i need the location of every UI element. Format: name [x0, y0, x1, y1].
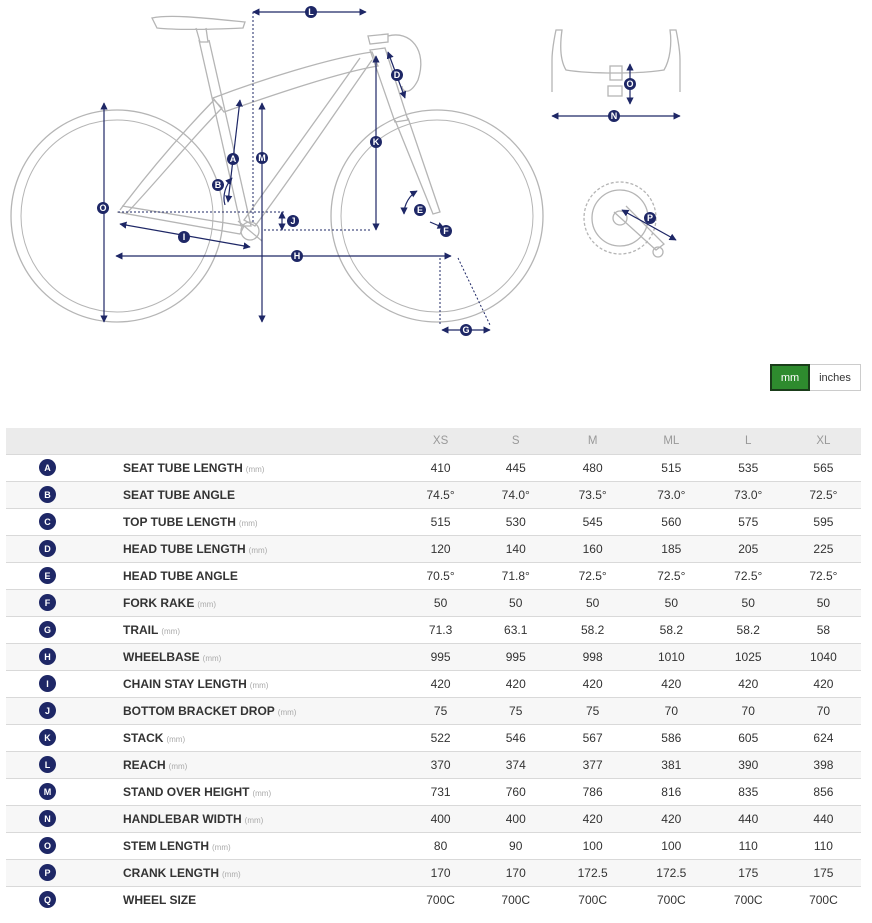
- value-cell: 595: [813, 514, 834, 529]
- table-row: [6, 589, 861, 616]
- value-cell: 175: [738, 865, 759, 880]
- value-cell: 440: [813, 811, 834, 826]
- value-cell: 530: [505, 514, 526, 529]
- value-cell: 50: [741, 595, 755, 610]
- value-cell: 374: [505, 757, 526, 772]
- measurement-name-cell: [123, 535, 403, 562]
- measurement-name: SEAT TUBE LENGTH: [123, 460, 243, 475]
- value-cell: 420: [738, 676, 759, 691]
- measurement-name: SEAT TUBE ANGLE: [123, 487, 236, 502]
- label-E-text: E: [416, 205, 424, 215]
- measurement-name-cell: [123, 886, 403, 913]
- value-cell: 546: [505, 730, 526, 745]
- measurement-name-cell: [123, 508, 403, 535]
- label-O-wheel: [97, 202, 109, 214]
- bike-geometry-diagram: [0, 0, 872, 345]
- value-cell: 700C: [656, 892, 686, 907]
- label-F: [440, 225, 452, 237]
- value-cell: 605: [738, 730, 759, 745]
- table-row: [6, 832, 861, 859]
- value-cell: 72.5°: [657, 568, 686, 583]
- value-cell: 72.5°: [809, 568, 838, 583]
- value-cell: 170: [505, 865, 526, 880]
- measurement-unit: (mm): [222, 869, 241, 879]
- value-cell: 377: [582, 757, 603, 772]
- value-cell: 700C: [733, 892, 763, 907]
- value-cell: 185: [661, 541, 682, 556]
- value-cell: 420: [582, 811, 603, 826]
- value-cell: 140: [505, 541, 526, 556]
- table-row: [6, 616, 861, 643]
- measurement-column-header: [123, 428, 403, 454]
- value-cell: 75: [509, 703, 523, 718]
- measurement-name-cell: [123, 670, 403, 697]
- dimension-badge: C: [39, 513, 56, 530]
- value-cell: 50: [585, 595, 600, 610]
- dimension-badge: Q: [39, 891, 56, 908]
- label-M-text: M: [258, 153, 266, 163]
- value-cell: 70: [741, 703, 755, 718]
- table-row: [6, 886, 861, 913]
- badge-column-header: [6, 428, 123, 454]
- measurement-name: STEM LENGTH: [123, 838, 209, 853]
- measurement-unit: (mm): [277, 707, 297, 717]
- measurement-unit: (mm): [245, 464, 265, 474]
- value-cell: 545: [582, 514, 603, 529]
- label-G: [460, 324, 472, 336]
- value-cell: 700C: [426, 892, 455, 907]
- label-I: [178, 231, 190, 243]
- value-cell: 760: [505, 784, 526, 799]
- measurement-name: BOTTOM BRACKET DROP: [123, 703, 275, 718]
- badge-cell: [6, 859, 123, 886]
- label-H: [291, 250, 303, 262]
- measurement-name: WHEELBASE: [123, 649, 200, 664]
- value-cell: 480: [582, 460, 603, 475]
- label-O-stem: [624, 78, 636, 90]
- value-cell: 90: [509, 838, 523, 853]
- measurement-unit: (mm): [212, 842, 231, 852]
- badge-cell: [6, 778, 123, 805]
- value-cell: 75: [433, 703, 448, 718]
- value-cell: 535: [738, 460, 759, 475]
- badge-cell: [6, 751, 123, 778]
- table-body: [6, 454, 861, 913]
- value-cell: 71.3: [428, 622, 453, 637]
- measurement-name-cell: [123, 697, 403, 724]
- dimension-badge: E: [39, 567, 56, 584]
- label-C: [305, 6, 317, 18]
- label-B: [212, 179, 224, 191]
- value-cell: 410: [430, 460, 451, 475]
- measurement-name: TRAIL: [123, 622, 159, 637]
- measurement-name: STACK: [123, 730, 164, 745]
- value-cell: 110: [813, 838, 833, 853]
- value-cell: 586: [661, 730, 682, 745]
- measurement-unit: (mm): [238, 518, 258, 528]
- label-O-stem-text: O: [626, 79, 634, 89]
- value-cell: 515: [430, 514, 451, 529]
- label-P-text: P: [646, 213, 654, 223]
- value-cell: 225: [813, 541, 834, 556]
- badge-cell: [6, 643, 123, 670]
- badge-cell: [6, 724, 123, 751]
- badge-cell: [6, 805, 123, 832]
- label-N-text: N: [610, 111, 618, 121]
- measurement-name-cell: [123, 454, 403, 481]
- dimension-badge: L: [39, 756, 56, 773]
- label-K: [370, 136, 382, 148]
- badge-cell: [6, 508, 123, 535]
- measurement-name: CHAIN STAY LENGTH: [123, 676, 247, 691]
- value-cell: 700C: [501, 892, 531, 907]
- dimension-badge: N: [39, 810, 56, 827]
- value-cell: 420: [813, 676, 834, 691]
- measurement-unit: (mm): [161, 626, 180, 636]
- measurement-unit: (mm): [197, 599, 216, 609]
- table-header-row: [6, 428, 861, 454]
- unit-toggle: [770, 364, 861, 391]
- value-cell: 73.0°: [657, 487, 686, 502]
- value-cell: 172.5: [577, 865, 608, 880]
- value-cell: 160: [582, 541, 603, 556]
- value-cell: 567: [582, 730, 603, 745]
- value-cell: 58: [816, 622, 831, 637]
- value-cell: 420: [430, 676, 451, 691]
- value-cell: 420: [582, 676, 603, 691]
- table-row: [6, 751, 861, 778]
- value-cell: 786: [582, 784, 603, 799]
- measurement-name-cell: [123, 751, 403, 778]
- dimension-badge: M: [39, 783, 56, 800]
- value-cell: 172.5: [656, 865, 687, 880]
- badge-cell: [6, 535, 123, 562]
- value-cell: 856: [813, 784, 834, 799]
- value-cell: 700C: [578, 892, 607, 907]
- label-O-wheel-text: O: [99, 203, 107, 213]
- dimension-badge: H: [39, 648, 56, 665]
- value-cell: 370: [430, 757, 451, 772]
- size-column-header: XS: [432, 434, 449, 447]
- label-I-text: I: [182, 232, 186, 242]
- value-cell: 1040: [810, 649, 837, 664]
- badge-cell: [6, 562, 123, 589]
- value-cell: 381: [661, 757, 682, 772]
- measurement-unit: (mm): [202, 653, 222, 663]
- size-column-header: XL: [816, 434, 831, 447]
- value-cell: 74.5°: [426, 487, 455, 502]
- value-cell: 995: [430, 649, 451, 664]
- label-K-text: K: [372, 137, 380, 147]
- measurement-unit: (mm): [249, 680, 269, 690]
- mm-unit-button[interactable]: mm: [770, 364, 810, 391]
- measurement-name-cell: [123, 832, 403, 859]
- measurement-name: HEAD TUBE LENGTH: [123, 541, 246, 556]
- value-cell: 75: [585, 703, 600, 718]
- value-cell: 110: [738, 838, 758, 853]
- value-cell: 400: [430, 811, 451, 826]
- table-row: [6, 724, 861, 751]
- measurement-name: HANDLEBAR WIDTH: [123, 811, 242, 826]
- dimension-badge: O: [39, 837, 56, 854]
- badge-cell: [6, 616, 123, 643]
- value-cell: 50: [433, 595, 448, 610]
- measurement-name: TOP TUBE LENGTH: [123, 514, 236, 529]
- handlebar-detail: [552, 30, 680, 96]
- badge-cell: [6, 481, 123, 508]
- size-column-header: L: [745, 434, 752, 447]
- value-cell: 515: [661, 460, 682, 475]
- table-row: [6, 562, 861, 589]
- label-N: [608, 110, 620, 122]
- value-cell: 100: [661, 838, 682, 853]
- table-row: [6, 454, 861, 481]
- measurement-name-cell: [123, 643, 403, 670]
- value-cell: 58.2: [580, 622, 605, 637]
- value-cell: 998: [582, 649, 603, 664]
- value-cell: 73.0°: [734, 487, 763, 502]
- value-cell: 72.5°: [734, 568, 763, 583]
- dimension-badge: P: [39, 864, 56, 881]
- label-D: [391, 69, 403, 81]
- dimension-badge: B: [39, 486, 56, 503]
- badge-cell: [6, 589, 123, 616]
- value-cell: 170: [430, 865, 451, 880]
- measurement-name-cell: [123, 589, 403, 616]
- value-cell: 71.8°: [501, 568, 530, 583]
- label-A: [227, 153, 239, 165]
- badge-cell: [6, 454, 123, 481]
- value-cell: 995: [505, 649, 526, 664]
- dimension-badge: F: [39, 594, 56, 611]
- value-cell: 522: [430, 730, 451, 745]
- measurement-name: HEAD TUBE ANGLE: [123, 568, 238, 583]
- measurement-name-cell: [123, 562, 403, 589]
- geometry-table: [6, 428, 861, 913]
- measurement-name: FORK RAKE: [123, 595, 195, 610]
- size-column-header: M: [587, 434, 598, 447]
- value-cell: 50: [816, 595, 831, 610]
- badge-cell: [6, 670, 123, 697]
- badge-cell: [6, 697, 123, 724]
- dimension-badge: I: [39, 675, 56, 692]
- value-cell: 835: [738, 784, 759, 799]
- measurement-unit: (mm): [168, 761, 188, 771]
- value-cell: 70: [816, 703, 831, 718]
- measurement-unit: (mm): [252, 788, 272, 798]
- value-cell: 63.1: [504, 622, 528, 637]
- measurement-unit: (mm): [166, 734, 186, 744]
- label-M: [256, 152, 268, 164]
- table-row: [6, 778, 861, 805]
- value-cell: 420: [661, 676, 682, 691]
- table-row: [6, 859, 861, 886]
- value-cell: 70: [664, 703, 678, 718]
- label-J: [287, 215, 299, 227]
- value-cell: 445: [505, 460, 526, 475]
- value-cell: 565: [813, 460, 834, 475]
- measurement-unit: (mm): [244, 815, 264, 825]
- value-cell: 398: [813, 757, 834, 772]
- measurement-name: CRANK LENGTH: [123, 865, 219, 880]
- value-cell: 700C: [809, 892, 838, 907]
- value-cell: 120: [430, 541, 451, 556]
- value-cell: 560: [661, 514, 682, 529]
- value-cell: 816: [661, 784, 682, 799]
- value-cell: 1010: [657, 649, 685, 664]
- measurement-name: STAND OVER HEIGHT: [123, 784, 250, 799]
- badge-cell: [6, 832, 123, 859]
- value-cell: 73.5°: [578, 487, 607, 502]
- value-cell: 390: [738, 757, 759, 772]
- value-cell: 80: [433, 838, 448, 853]
- value-cell: 420: [505, 676, 526, 691]
- bike-frame: [117, 16, 440, 241]
- label-F-text: F: [443, 226, 449, 236]
- value-cell: 400: [505, 811, 526, 826]
- dimension-badge: K: [39, 729, 56, 746]
- size-column-header: S: [511, 434, 520, 447]
- label-B-text: B: [214, 180, 222, 190]
- measurement-name-cell: [123, 616, 403, 643]
- value-cell: 74.0°: [501, 487, 530, 502]
- label-E: [414, 204, 426, 216]
- dimension-badge: A: [39, 459, 56, 476]
- label-P: [644, 212, 656, 224]
- measurement-name: REACH: [123, 757, 166, 772]
- label-J-text: J: [290, 216, 296, 226]
- table-row: [6, 670, 861, 697]
- value-cell: 72.5°: [578, 568, 607, 583]
- value-cell: 58.2: [659, 622, 683, 637]
- label-H-text: H: [293, 251, 301, 261]
- value-cell: 420: [661, 811, 682, 826]
- table-row: [6, 481, 861, 508]
- value-cell: 50: [664, 595, 678, 610]
- measurement-name-cell: [123, 859, 403, 886]
- measurement-name-cell: [123, 805, 403, 832]
- measurement-name-cell: [123, 778, 403, 805]
- value-cell: 624: [813, 730, 834, 745]
- size-column-header: ML: [663, 434, 680, 447]
- value-cell: 440: [738, 811, 759, 826]
- value-cell: 575: [738, 514, 759, 529]
- dimension-badge: J: [39, 702, 56, 719]
- label-C-text: L: [308, 7, 314, 17]
- front-wheel: [331, 110, 543, 322]
- dimension-badge: D: [39, 540, 56, 557]
- table-row: [6, 535, 861, 562]
- label-D-text: D: [393, 70, 401, 80]
- value-cell: 205: [738, 541, 759, 556]
- value-cell: 58.2: [736, 622, 760, 637]
- label-A-text: A: [229, 154, 237, 164]
- label-G-text: G: [462, 325, 470, 335]
- value-cell: 72.5°: [809, 487, 838, 502]
- table-row: [6, 697, 861, 724]
- table-row: [6, 643, 861, 670]
- badge-cell: [6, 886, 123, 913]
- table-row: [6, 805, 861, 832]
- measurement-unit: (mm): [248, 545, 268, 555]
- measurement-name-cell: [123, 724, 403, 751]
- measurement-name: WHEEL SIZE: [123, 892, 197, 907]
- value-cell: 1025: [734, 649, 762, 664]
- value-cell: 70.5°: [426, 568, 455, 583]
- value-cell: 175: [813, 865, 834, 880]
- value-cell: 731: [430, 784, 451, 799]
- value-cell: 50: [509, 595, 523, 610]
- value-cell: 100: [582, 838, 603, 853]
- dimension-badge: G: [39, 621, 56, 638]
- measurement-name-cell: [123, 481, 403, 508]
- table-row: [6, 508, 861, 535]
- inches-unit-button[interactable]: inches: [810, 364, 861, 391]
